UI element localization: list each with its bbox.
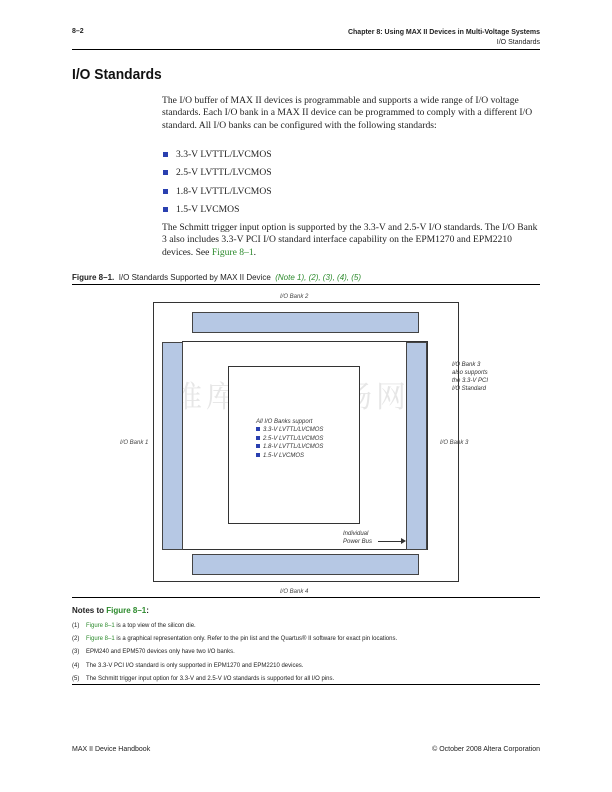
bullet-icon <box>256 427 260 431</box>
io-bank-1-label: I/O Bank 1 <box>120 440 149 446</box>
bullet-icon <box>163 170 168 175</box>
io-bank-2-label: I/O Bank 2 <box>280 294 309 300</box>
bullet-icon <box>256 444 260 448</box>
note-item: (4) The 3.3-V PCI I/O standard is only supported in EPM1270 and EPM2210 devices. <box>72 662 304 669</box>
io-bank-3-bar <box>406 342 427 550</box>
section-title: I/O Standards <box>72 66 162 83</box>
running-header <box>348 28 540 48</box>
footer-copyright: © October 2008 Altera Corporation <box>432 746 540 753</box>
notes-list <box>72 620 397 686</box>
bullet-icon <box>163 152 168 157</box>
note-item: (5) The Schmitt trigger input option for 3.3-V and 2.5-V I/O standards is supported for all I/O pins. <box>72 675 335 682</box>
list-item: 1.8-V LVTTL/LVCMOS <box>162 186 272 204</box>
figure-link[interactable]: Figure 8–1 <box>211 246 254 258</box>
figure-caption: Figure 8–1. I/O Standards Supported by MAX II Device (Note 1), (2), (3), (4), (5) <box>72 273 362 282</box>
note-item: (2) Figure 8–1 is a graphical representation only. Refer to the pin list and the Quartus® II software for exact pin locations. <box>72 636 398 643</box>
power-bus-label: Individual Power Bus <box>343 531 373 546</box>
schmitt-paragraph: The Schmitt trigger input option is supported by the 3.3-V and 2.5-V I/O standards. The I/O Bank 3 also includes 3.3-V PCI I/O standard interface capability on the EPM1270 and EPM2210 devices. See Figure 8–1. <box>162 222 538 258</box>
power-bus-arrow <box>378 541 402 542</box>
header-rule <box>72 49 540 50</box>
note-item: (1) Figure 8–1 is a top view of the silicon die. <box>72 623 196 629</box>
chapter-title: Chapter 8: Using MAX II Devices in Multi-Voltage Systems <box>347 29 540 36</box>
footer-handbook: MAX II Device Handbook <box>72 746 151 753</box>
figure-rule <box>72 284 540 285</box>
figure-notes-links[interactable]: (Note 1), (2), (3), (4), (5) <box>275 273 362 282</box>
arrow-head-icon <box>401 538 406 544</box>
bullet-icon <box>256 436 260 440</box>
notes-title: Notes to Figure 8–1: <box>72 606 149 615</box>
section-name: I/O Standards <box>496 39 540 46</box>
list-item: 1.5-V LVCMOS <box>162 204 272 222</box>
notes-bottom-rule <box>72 684 540 685</box>
standards-list <box>162 149 272 223</box>
list-item: 3.3-V LVTTL/LVCMOS <box>162 149 272 167</box>
bullet-icon <box>163 189 168 194</box>
io-bank-1-bar <box>162 342 183 550</box>
io-bank-4-label: I/O Bank 4 <box>280 589 309 595</box>
bank3-pci-note: I/O Bank 3 also supports the 3.3-V PCI I/O Standard <box>452 362 489 392</box>
bullet-icon <box>163 207 168 212</box>
io-bank-4-bar <box>192 554 419 575</box>
page-number: 8–2 <box>72 28 84 35</box>
inner-standards-list: All I/O Banks support 3.3-V LVTTL/LVCMOS 2.5-V LVTTL/LVCMOS 1.8-V LVTTL/LVCMOS 1.5-V LVCMOS <box>256 419 324 459</box>
io-bank-3-label: I/O Bank 3 <box>440 440 469 446</box>
intro-paragraph: The I/O buffer of MAX II devices is programmable and supports a wide range of I/O voltage standards. Each I/O bank in a MAX II device can be programmed to comply with a different I/O standard. All I/O banks can be configured with the following standards: <box>162 95 533 131</box>
bullet-icon <box>256 453 260 457</box>
io-bank-2-bar <box>192 312 419 333</box>
figure-bottom-rule <box>72 597 540 598</box>
list-item: 2.5-V LVTTL/LVCMOS <box>162 167 272 185</box>
note-item: (3) EPM240 and EPM570 devices only have two I/O banks. <box>72 649 235 656</box>
